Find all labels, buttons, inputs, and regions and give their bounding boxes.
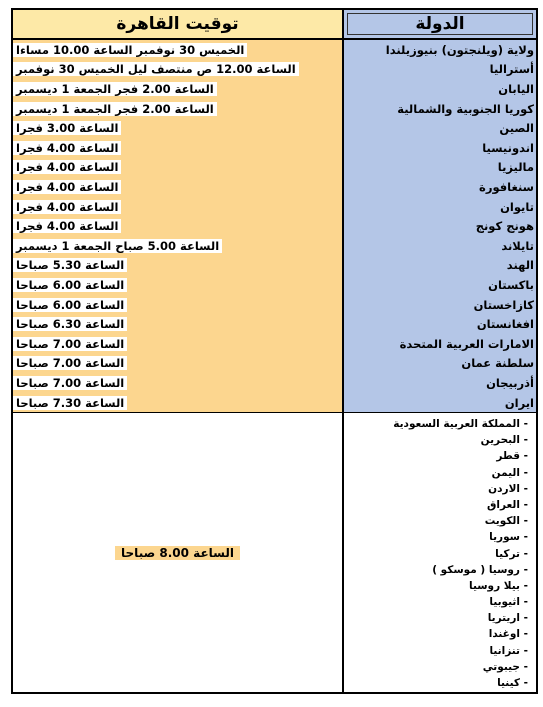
country-name: اندونيسيا [344, 138, 536, 158]
country-name: باكستان [344, 275, 536, 295]
cairo-time: الساعة 7.00 صباحا [13, 356, 127, 370]
group-time: الساعة 8.00 صباحا [115, 546, 240, 560]
country-name: أستراليا [344, 60, 536, 80]
group-country-item: - الكويت [484, 515, 528, 528]
group-country-item: - اريتريا [487, 612, 528, 625]
table-row [13, 236, 536, 257]
table-row [13, 275, 536, 296]
group-country-item: - اوغندا [488, 628, 528, 641]
cairo-time: الساعة 4.00 فجرا [13, 200, 121, 214]
group-time-cell [13, 413, 344, 692]
cairo-time-cell [13, 236, 344, 256]
group-country-item: - العراق [486, 498, 528, 511]
table-row [13, 79, 536, 100]
country-name: الصين [344, 118, 536, 138]
group-row [13, 412, 536, 692]
country-name: أذربيجان [344, 373, 536, 393]
cairo-time-cell [13, 216, 344, 236]
group-country-list [344, 413, 536, 692]
cairo-time-cell [13, 79, 344, 99]
cairo-time-cell [13, 393, 344, 413]
cairo-time: الساعة 4.00 فجرا [13, 160, 121, 174]
group-country-item: - الاردن [488, 482, 528, 495]
group-country-item: - تنزانيا [489, 644, 528, 657]
group-country-item: - تركيا [495, 547, 528, 560]
table-row [13, 373, 536, 394]
cairo-time-cell [13, 295, 344, 315]
country-name: ايران [344, 393, 536, 413]
group-country-item: - البحرين [480, 434, 528, 447]
group-country-item: - اليمن [491, 466, 528, 479]
table-row [13, 314, 536, 335]
group-country-item: - قطر [496, 450, 528, 463]
cairo-time-cell [13, 177, 344, 197]
cairo-time-cell [13, 373, 344, 393]
cairo-time-cell [13, 99, 344, 119]
cairo-time: الساعة 6.00 صباحا [13, 278, 127, 292]
table-row [13, 334, 536, 355]
cairo-time: الساعة 12.00 ص منتصف ليل الخميس 30 نوفمبر [13, 62, 299, 76]
group-country-item: - سوريا [489, 531, 528, 544]
country-name: الامارات العربية المتحدة [344, 334, 536, 354]
cairo-time: الساعة 5.30 صباحا [13, 258, 127, 272]
cairo-time-cell [13, 275, 344, 295]
country-name: كوريا الجنوبية والشمالية [344, 99, 536, 119]
table-row [13, 40, 536, 61]
table-header [13, 10, 536, 40]
cairo-time: الساعة 7.00 صباحا [13, 376, 127, 390]
cairo-time-cell [13, 40, 344, 60]
cairo-time: الساعة 4.00 فجرا [13, 141, 121, 155]
country-name: اليابان [344, 79, 536, 99]
group-country-item: - جيبوتي [482, 660, 528, 673]
table-row [13, 393, 536, 414]
group-country-item: - بيلا روسيا [469, 579, 528, 592]
cairo-time-cell [13, 60, 344, 80]
country-name: كازاخستان [344, 295, 536, 315]
cairo-time: الساعة 6.00 صباحا [13, 298, 127, 312]
header-country: الدولة [347, 13, 533, 35]
country-name: هونج كونج [344, 216, 536, 236]
table-row [13, 256, 536, 277]
country-name: سنغافورة [344, 177, 536, 197]
table-row [13, 177, 536, 198]
cairo-time: الساعة 6.30 صباحا [13, 317, 127, 331]
cairo-time-cell [13, 138, 344, 158]
cairo-time: الساعة 2.00 فجر الجمعة 1 ديسمبر [13, 82, 217, 96]
timezone-table [11, 8, 538, 694]
cairo-time: الساعة 4.00 فجرا [13, 219, 121, 233]
country-name: الهند [344, 256, 536, 276]
header-country-cell [344, 10, 536, 38]
group-country-item: - المملكة العربية السعودية [393, 418, 528, 430]
cairo-time: الساعة 2.00 فجر الجمعة 1 ديسمبر [13, 102, 217, 116]
table-row [13, 197, 536, 218]
table-row [13, 216, 536, 237]
country-name: افغانستان [344, 314, 536, 334]
header-cairo-time: توقيت القاهرة [13, 10, 344, 38]
country-name: تايلاند [344, 236, 536, 256]
table-row [13, 158, 536, 179]
cairo-time-cell [13, 256, 344, 276]
table-row [13, 138, 536, 159]
country-name: تايوان [344, 197, 536, 217]
cairo-time-cell [13, 197, 344, 217]
table-row [13, 295, 536, 316]
cairo-time-cell [13, 118, 344, 138]
cairo-time-cell [13, 158, 344, 178]
cairo-time: الساعة 7.00 صباحا [13, 337, 127, 351]
country-name: سلطنة عمان [344, 354, 536, 374]
group-country-item: - روسيا ( موسكو ) [432, 563, 528, 576]
cairo-time: الساعة 5.00 صباح الجمعة 1 ديسمبر [13, 239, 222, 253]
country-name: ماليزيا [344, 158, 536, 178]
table-row [13, 118, 536, 139]
cairo-time: الخميس 30 نوفمبر الساعة 10.00 مساءا [13, 43, 247, 57]
table-row [13, 99, 536, 120]
cairo-time: الساعة 7.30 صباحا [13, 396, 127, 410]
cairo-time-cell [13, 334, 344, 354]
cairo-time: الساعة 4.00 فجرا [13, 180, 121, 194]
cairo-time-cell [13, 354, 344, 374]
group-country-item: - كينيا [497, 677, 528, 689]
cairo-time: الساعة 3.00 فجرا [13, 121, 121, 135]
group-country-item: - اثيوبيا [489, 596, 528, 609]
country-name: ولاية (ويلنجتون) بنيوزيلندا [344, 40, 536, 60]
table-row [13, 60, 536, 81]
cairo-time-cell [13, 314, 344, 334]
table-row [13, 354, 536, 375]
